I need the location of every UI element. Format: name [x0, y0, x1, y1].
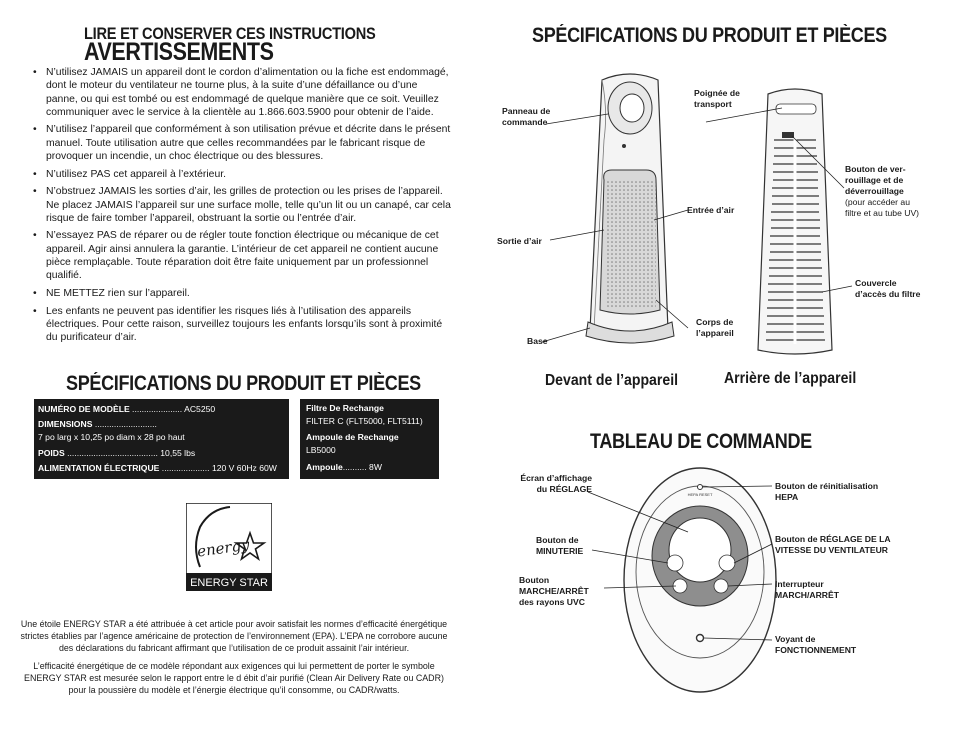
- label-body: [696, 317, 734, 339]
- label-line: d’accès du filtre: [855, 289, 921, 299]
- device-hepa-text: HEPA RESET: [687, 492, 713, 497]
- label-line: transport: [694, 99, 732, 109]
- label-air-inlet: Entrée d’air: [687, 205, 735, 215]
- label-line: Bouton de réinitialisation: [775, 481, 879, 491]
- label-line: HEPA: [775, 492, 799, 502]
- spec-box-model: [34, 399, 289, 479]
- energy-star-logo: [186, 503, 272, 591]
- label-line: l’appareil: [696, 328, 734, 338]
- label-hepa-reset: [775, 481, 878, 503]
- label-lock-button: [845, 164, 919, 219]
- spec-filter-value: FILTER C (FLT5000, FLT5111): [306, 416, 423, 426]
- label-air-outlet: Sortie d’air: [497, 236, 542, 246]
- label-line: Panneau de: [502, 106, 551, 116]
- label-line: MARCHE/ARRÊT: [519, 586, 589, 596]
- label-line: Couvercle: [855, 278, 897, 288]
- label-handle: [694, 88, 740, 110]
- label-speed-button: [775, 534, 891, 556]
- filter-label-text: Filtre De Rechange: [306, 403, 384, 413]
- spec-bulb-label: [306, 432, 439, 442]
- warnings-list: [22, 66, 452, 349]
- label-line: VITESSE DU VENTILATEUR: [775, 545, 889, 555]
- label-line: MINUTERIE: [536, 546, 584, 556]
- label-base: Base: [527, 336, 548, 346]
- spec-power-row: [38, 463, 289, 473]
- label-line: Bouton de ver-: [845, 164, 906, 174]
- label-timer-button: [536, 535, 583, 557]
- label-line: filtre et au tube UV): [845, 208, 920, 218]
- spec-power-value: 120 V 60Hz 60W: [209, 463, 277, 473]
- energy-paragraph-2: L’efficacité énergétique de ce modèle répondant aux exigences qui lui permettent de porter le symbole ENERGY STAR est mesurée selon le rapport entre le d ébit d’air purifié (Clean Air Delivery Rate ou CADR) pour la poussière du modèle et l’énergie électrique qu’il consomme, ou CADR/watts.: [24, 661, 444, 695]
- warnings-title: AVERTISSEMENTS: [84, 38, 274, 66]
- label-line: Poignée de: [694, 88, 740, 98]
- warning-item: • N’obstruez JAMAIS les sorties d’air, les grilles de protection ou les prises de l’appareil. Ne placez JAMAIS l’appareil sur une surface molle, telle qu’un lit ou un canapé, car cela risque de faire tomber l’appareil, obstruant la sortie ou l’entrée d’air.: [22, 185, 452, 225]
- spec-filter-label: [306, 403, 439, 413]
- spec-weight-row: [38, 448, 289, 458]
- front-unit-drawing: [586, 74, 674, 343]
- spec-dims-dots: ..........................: [92, 419, 157, 429]
- warning-item: • N’utilisez l’appareil que conformément à son utilisation prévue et décrite dans le présent manuel. Toute utilisation autre que celles recommandées par le fabricant risque de provoquer un incendie, un choc électrique ou des blessures.: [22, 123, 452, 163]
- label-line: (pour accéder au: [845, 197, 910, 207]
- spec-model-value: AC5250: [182, 404, 216, 414]
- spec-power-label: ALIMENTATION ÉLECTRIQUE: [38, 463, 160, 473]
- spec-lamp-label: Ampoule: [306, 462, 343, 472]
- label-control-panel: [502, 106, 550, 128]
- label-line: Voyant de: [775, 634, 816, 644]
- back-unit-drawing: [758, 89, 832, 354]
- spec-dims-row: [38, 419, 289, 429]
- warning-item: • N’utilisez JAMAIS un appareil dont le cordon d’alimentation ou la fiche est endommagé, dont le moteur du ventilateur ne tourne plus, à la suite d’une défaillance ou d’une panne, ou qui est tombé ou est endommagé de quelque manière que ce soit. Veuillez communiquer avec le service à la clientèle au 1.866.603.5900 pour obtenir de l’aide.: [22, 66, 452, 119]
- label-line: Bouton de: [536, 535, 579, 545]
- label-display-screen: [508, 473, 592, 495]
- label-line: rouillage et de: [845, 175, 904, 185]
- specs-title-right: SPÉCIFICATIONS DU PRODUIT ET PIÈCES: [532, 24, 887, 47]
- label-line: Écran d’affichage: [520, 473, 592, 483]
- spec-dims-label: DIMENSIONS: [38, 419, 93, 429]
- back-view-label: Arrière de l’appareil: [724, 370, 857, 387]
- warning-item: • N’essayez PAS de réparer ou de régler toute fonction électrique ou mécanique de cet appareil. Agir ainsi annulera la garantie. L’intérieur de cet appareil ne contient aucune pièce remplaçable. Toute réparation doit être faite uniquement par un professionnel qualifié.: [22, 229, 452, 282]
- control-panel-title: TABLEAU DE COMMANDE: [590, 430, 812, 453]
- specs-title-left: SPÉCIFICATIONS DU PRODUIT ET PIÈCES: [66, 372, 421, 395]
- label-line: MARCH/ARRÊT: [775, 590, 839, 600]
- label-line: déverrouillage: [845, 186, 904, 196]
- spec-model-dots: .....................: [129, 404, 183, 414]
- label-line: FONCTIONNEMENT: [775, 645, 857, 655]
- label-line: Interrupteur: [775, 579, 824, 589]
- spec-weight-label: POIDS: [38, 448, 65, 458]
- spec-weight-value: 10,55 lbs: [157, 448, 196, 458]
- spec-dims-value: 7 po larg x 10,25 po diam x 28 po haut: [38, 432, 185, 442]
- spec-bulb-value: LB5000: [306, 445, 336, 455]
- spec-model-label: NUMÉRO DE MODÈLE: [38, 404, 130, 414]
- energy-paragraph-1: Une étoile ENERGY STAR a été attribuée à cet article pour avoir satisfait les normes d’efficacité énergétique strictes établies par l’agence américaine de protection de l’environnement (EPA). L’EPA ne corrobore aucune des déclarations du fabricant affirmant que l’utilisation de ce produit assainit l’air intérieur.: [20, 619, 448, 653]
- label-power-switch: [775, 579, 839, 601]
- spec-lamp-value: 8W: [366, 462, 382, 472]
- warning-item: • NE METTEZ rien sur l’appareil.: [22, 287, 452, 300]
- spec-weight-dots: ......................................: [64, 448, 158, 458]
- label-filter-cover: [855, 278, 920, 300]
- spec-lamp-row: [306, 462, 439, 472]
- front-view-label: Devant de l’appareil: [545, 372, 679, 389]
- label-line: du RÉGLAGE: [536, 484, 592, 494]
- label-line: commande: [502, 117, 548, 127]
- spec-lamp-dots: ..........: [342, 462, 367, 472]
- spec-power-dots: ....................: [159, 463, 210, 473]
- label-operation-light: [775, 634, 856, 656]
- energy-logo-script: energy: [195, 535, 251, 561]
- label-uvc-button: [519, 575, 589, 608]
- instructions-subtitle: LIRE ET CONSERVER CES INSTRUCTIONS: [84, 24, 376, 43]
- label-line: Bouton: [519, 575, 550, 585]
- spec-model-row: [38, 404, 289, 414]
- label-line: Bouton de RÉGLAGE DE LA: [775, 534, 891, 544]
- label-line: Corps de: [696, 317, 734, 327]
- bulb-label-text: Ampoule de Rechange: [306, 432, 399, 442]
- label-line: des rayons UVC: [519, 597, 585, 607]
- warning-item: • Les enfants ne peuvent pas identifier les risques liés à l’utilisation des appareils électriques. Pour cette raison, surveillez toujours les enfants lorsqu’ils sont à proximité du purificateur d’air.: [22, 305, 452, 345]
- spec-box-filter: [300, 399, 439, 479]
- energy-logo-text: ENERGY STAR: [190, 577, 268, 589]
- warning-item: • N’utilisez PAS cet appareil à l’extérieur.: [22, 168, 452, 181]
